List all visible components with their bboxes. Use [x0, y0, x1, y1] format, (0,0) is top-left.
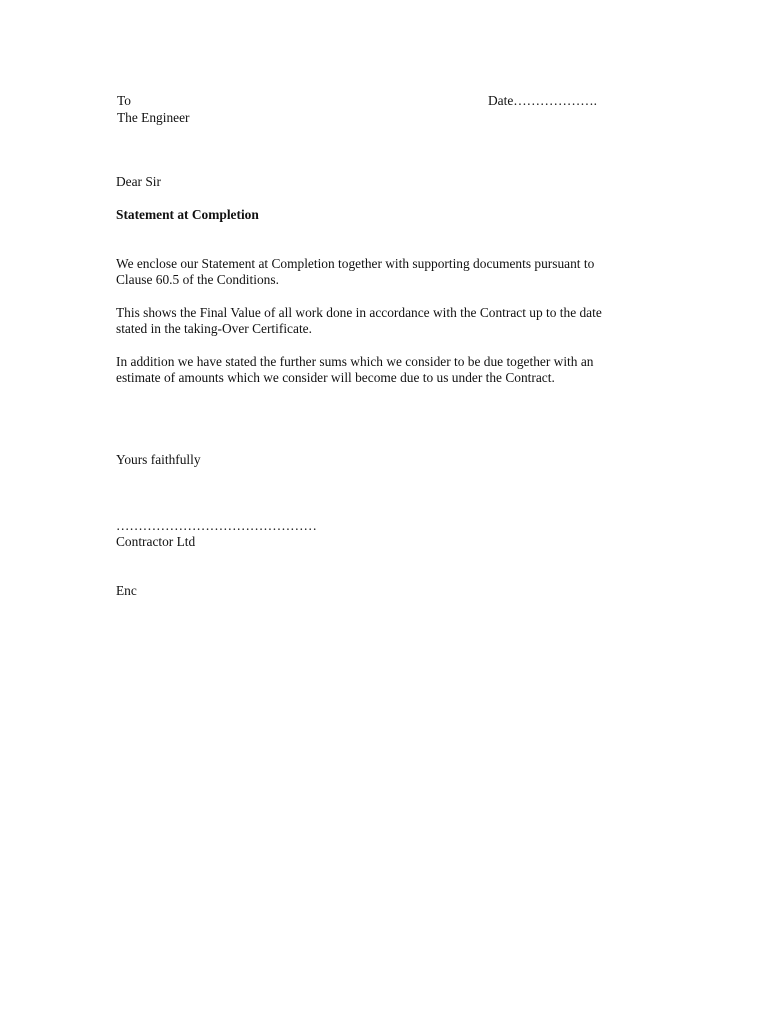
- paragraph-line: We enclose our Statement at Completion together with supporting documents pursuant to: [116, 256, 595, 271]
- paragraph-2: [116, 305, 656, 337]
- paragraph-3: [116, 354, 656, 386]
- paragraph-line: estimate of amounts which we consider will become due to us under the Contract.: [116, 370, 555, 385]
- to-label: To: [117, 93, 131, 108]
- paragraph-line: stated in the taking-Over Certificate.: [116, 321, 312, 336]
- signature-line: ………………………………………: [116, 518, 317, 533]
- paragraph-1: [116, 256, 656, 288]
- closing: Yours faithfully: [116, 452, 201, 467]
- salutation: Dear Sir: [116, 174, 161, 189]
- enclosure-note: Enc: [116, 583, 137, 598]
- paragraph-line: Clause 60.5 of the Conditions.: [116, 272, 279, 287]
- date-field: Date……………….: [488, 93, 597, 108]
- signatory-name: Contractor Ltd: [116, 534, 196, 549]
- subject-heading: Statement at Completion: [116, 207, 259, 222]
- paragraph-line: In addition we have stated the further sums which we consider to be due together with an: [116, 354, 594, 369]
- recipient: The Engineer: [117, 110, 190, 125]
- paragraph-line: This shows the Final Value of all work done in accordance with the Contract up to the date: [116, 305, 602, 320]
